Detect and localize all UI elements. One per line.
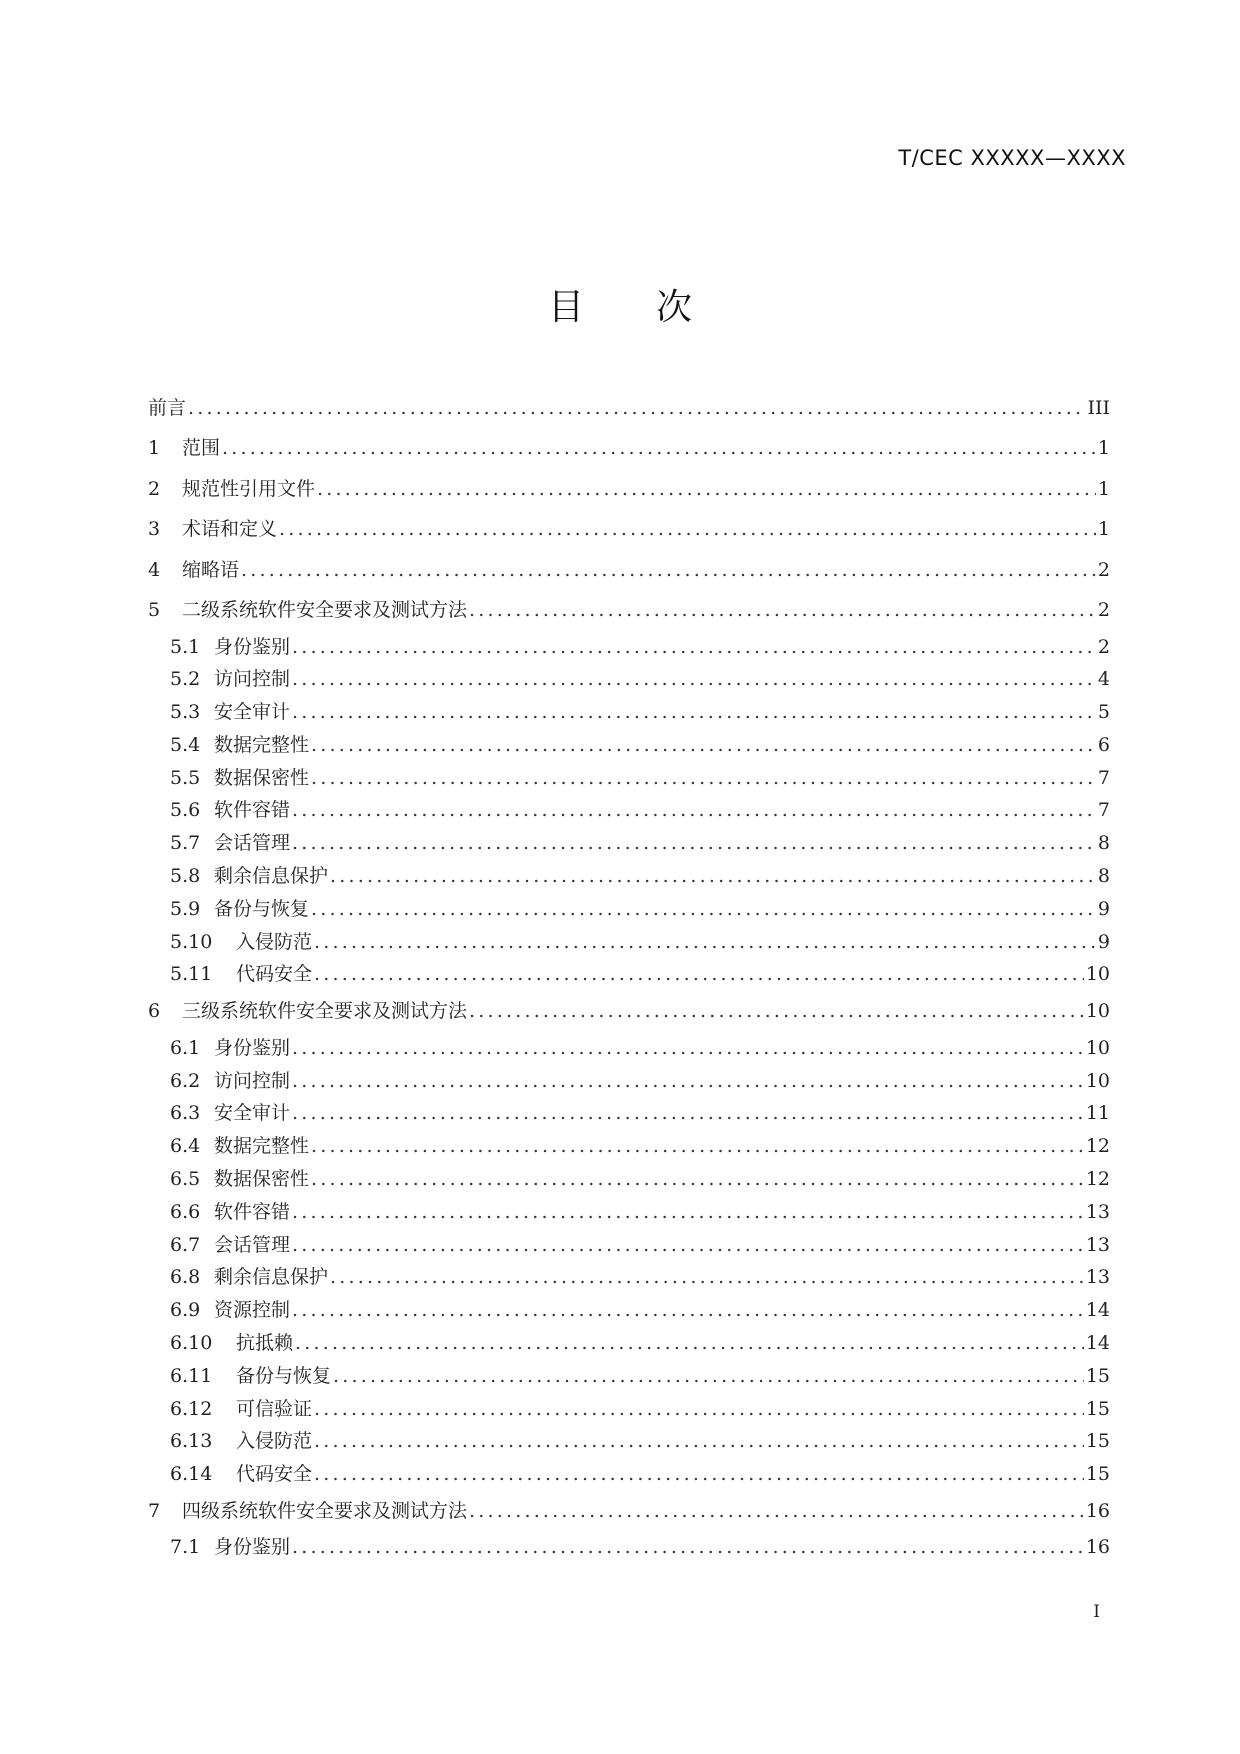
dot-leader [292, 827, 1096, 860]
toc-entry-label: 入侵防范 [236, 930, 313, 953]
toc-entry-number: 3 [148, 518, 161, 540]
toc-entry-number: 1 [148, 437, 161, 459]
toc-entry-label: 数据完整性 [214, 733, 310, 756]
toc-entry-number: 5.5 [170, 766, 201, 789]
toc-entry-number: 6.10 [170, 1331, 213, 1354]
toc-entry-label: 访问控制 [214, 668, 291, 691]
toc-entry-number: 5.11 [170, 963, 213, 986]
toc-entry-label: 数据保密性 [214, 766, 310, 789]
dot-leader [469, 1491, 1084, 1532]
toc-entry-page: 11 [1085, 1102, 1110, 1125]
toc-entry-number: 6.7 [170, 1233, 201, 1256]
toc-entry[interactable] [148, 827, 1110, 860]
toc-entry[interactable] [148, 926, 1110, 959]
toc-entry-label: 剩余信息保护 [214, 1266, 329, 1289]
toc-entry[interactable] [148, 388, 1110, 428]
toc-entry-page: 6 [1097, 733, 1110, 756]
toc-entry-page: 2 [1097, 635, 1110, 658]
toc-title [0, 279, 1240, 330]
toc-entry-page: 16 [1085, 1536, 1110, 1559]
toc-entry-number: 6 [148, 1000, 161, 1023]
toc-entry[interactable] [148, 958, 1110, 991]
toc-entry-number: 6.4 [170, 1135, 201, 1158]
toc-entry-number: 7.1 [170, 1536, 201, 1559]
dot-leader [292, 1032, 1084, 1065]
toc-entry-label: 会话管理 [214, 832, 291, 855]
toc-entry[interactable] [148, 1393, 1110, 1426]
toc-entry-label: 代码安全 [236, 1463, 313, 1486]
dot-leader [314, 958, 1084, 991]
toc-entry-label: 规范性引用文件 [182, 477, 316, 500]
toc-entry-number: 5.8 [170, 865, 201, 888]
toc-entry[interactable] [148, 1032, 1110, 1065]
toc-entry[interactable] [148, 1261, 1110, 1294]
toc-entry-label: 代码安全 [236, 963, 313, 986]
toc-entry[interactable] [148, 1531, 1110, 1564]
toc-entry-page: 4 [1097, 668, 1110, 691]
dot-leader [292, 1097, 1084, 1130]
toc-entry[interactable] [148, 1065, 1110, 1098]
dot-leader [222, 428, 1096, 469]
dot-leader [311, 1163, 1084, 1196]
toc-entry-label: 剩余信息保护 [214, 865, 329, 888]
dot-leader [292, 1229, 1084, 1262]
dot-leader [314, 1425, 1084, 1458]
dot-leader [292, 1196, 1084, 1229]
toc-entry-label: 可信验证 [236, 1397, 313, 1420]
dot-leader [241, 550, 1096, 591]
toc-entry-label: 身份鉴别 [214, 1536, 291, 1559]
toc-entry[interactable] [148, 590, 1110, 631]
toc-entry-number: 6.5 [170, 1167, 201, 1190]
toc-entry-page: 2 [1097, 558, 1110, 581]
toc-entry[interactable] [148, 1163, 1110, 1196]
toc-entry[interactable] [148, 1327, 1110, 1360]
toc-entry-number: 6.6 [170, 1200, 201, 1223]
toc-entry-page: 10 [1085, 1036, 1110, 1059]
toc-entry-label: 身份鉴别 [214, 635, 291, 658]
toc-entry-label: 备份与恢复 [236, 1364, 332, 1387]
dot-leader [311, 893, 1096, 926]
toc-entry[interactable] [148, 1458, 1110, 1491]
toc-entry-page: 13 [1085, 1266, 1110, 1289]
dot-leader [295, 1327, 1084, 1360]
dot-leader [311, 762, 1096, 795]
toc-entry-number: 5.2 [170, 668, 201, 691]
toc-entry-number: 5 [148, 599, 161, 621]
page-number: I [1093, 1602, 1100, 1622]
toc-entry-number: 6.1 [170, 1036, 201, 1059]
toc-entry-page: 13 [1085, 1200, 1110, 1223]
dot-leader [292, 663, 1096, 696]
dot-leader [292, 1294, 1084, 1327]
toc-entry-page: 12 [1085, 1167, 1110, 1190]
dot-leader [469, 590, 1096, 631]
toc-entry-page: 1 [1097, 477, 1110, 500]
dot-leader [311, 729, 1096, 762]
toc-entry-label: 数据完整性 [214, 1135, 310, 1158]
toc-entry[interactable] [148, 893, 1110, 926]
toc-entry-number: 7 [148, 1499, 161, 1522]
toc-entry-label: 资源控制 [214, 1299, 291, 1322]
toc-entry-page: 9 [1097, 930, 1110, 953]
toc-entry-page: 14 [1085, 1331, 1110, 1354]
toc-entry-label: 入侵防范 [236, 1430, 313, 1453]
toc-entry-label: 抗抵赖 [236, 1331, 294, 1354]
toc-entry-number: 6.13 [170, 1430, 213, 1453]
toc-entry-page: 2 [1097, 599, 1110, 621]
toc-entry-page: 10 [1085, 963, 1110, 986]
toc-title-char-2: 次 [656, 287, 693, 328]
toc-entry-page: 13 [1085, 1233, 1110, 1256]
dot-leader [317, 469, 1096, 510]
toc-entry[interactable] [148, 1491, 1110, 1532]
toc-entry[interactable] [148, 1360, 1110, 1393]
toc-entry[interactable] [148, 469, 1110, 510]
toc-entry-label: 四级系统软件安全要求及测试方法 [182, 1499, 468, 1522]
toc-entry[interactable] [148, 1130, 1110, 1163]
toc-entry-number: 2 [148, 477, 161, 500]
dot-leader [469, 991, 1084, 1032]
toc-entry[interactable] [148, 762, 1110, 795]
toc-entry-label: 安全审计 [214, 701, 291, 724]
toc-entry-label: 数据保密性 [214, 1167, 310, 1190]
dot-leader [314, 1393, 1084, 1426]
toc-entry-page: 8 [1097, 832, 1110, 855]
toc-entry[interactable] [148, 1196, 1110, 1229]
toc-entry-number: 6.11 [170, 1364, 213, 1387]
toc-entry[interactable] [148, 509, 1110, 550]
toc-entry-number: 5.7 [170, 832, 201, 855]
toc-entry-label: 二级系统软件安全要求及测试方法 [182, 599, 468, 621]
dot-leader [333, 1360, 1084, 1393]
toc-entry[interactable] [148, 1229, 1110, 1262]
toc-entry[interactable] [148, 1097, 1110, 1130]
toc-entry-number: 5.9 [170, 897, 201, 920]
toc-entry-label: 前言 [148, 397, 187, 419]
toc-entry-number: 5.6 [170, 799, 201, 822]
dot-leader [330, 860, 1096, 893]
toc-entry[interactable] [148, 696, 1110, 729]
toc-entry-page: 14 [1085, 1299, 1110, 1322]
toc-entry-number: 5.10 [170, 930, 213, 953]
toc-entry-label: 软件容错 [214, 799, 291, 822]
toc-entry-page: 8 [1097, 865, 1110, 888]
toc-entry-number: 5.4 [170, 733, 201, 756]
toc-entry-label: 软件容错 [214, 1200, 291, 1223]
toc-entry-label: 身份鉴别 [214, 1036, 291, 1059]
toc-entry-page: III [1087, 397, 1110, 419]
toc-entry-label: 访问控制 [214, 1069, 291, 1092]
toc-title-char-1: 目 [547, 287, 584, 328]
toc-entry-page: 1 [1097, 437, 1110, 459]
toc-entry[interactable] [148, 428, 1110, 469]
toc-entry-number: 5.1 [170, 635, 201, 658]
dot-leader [188, 388, 1085, 428]
toc-entry-label: 三级系统软件安全要求及测试方法 [182, 1000, 468, 1023]
toc-entry-number: 6.2 [170, 1069, 201, 1092]
toc-entry[interactable] [148, 729, 1110, 762]
toc-entry[interactable] [148, 1294, 1110, 1327]
dot-leader [311, 1130, 1084, 1163]
toc-entry-number: 6.14 [170, 1463, 213, 1486]
toc-entry-label: 术语和定义 [182, 518, 278, 540]
toc-entry-label: 会话管理 [214, 1233, 291, 1256]
toc-entry-page: 7 [1097, 766, 1110, 789]
dot-leader [292, 631, 1096, 664]
toc-entry-page: 5 [1097, 701, 1110, 724]
toc-entry-number: 6.3 [170, 1102, 201, 1125]
toc-entry-label: 范围 [182, 437, 221, 459]
toc-entry-page: 15 [1085, 1463, 1110, 1486]
table-of-contents [148, 388, 1110, 1564]
toc-entry[interactable] [148, 991, 1110, 1032]
toc-entry-number: 6.9 [170, 1299, 201, 1322]
toc-entry-page: 9 [1097, 897, 1110, 920]
dot-leader [314, 1458, 1084, 1491]
toc-entry-page: 15 [1085, 1364, 1110, 1387]
toc-entry-page: 10 [1085, 1000, 1110, 1023]
toc-entry-page: 15 [1085, 1397, 1110, 1420]
toc-entry-page: 12 [1085, 1135, 1110, 1158]
toc-entry[interactable] [148, 631, 1110, 664]
dot-leader [292, 1531, 1084, 1564]
toc-entry[interactable] [148, 1425, 1110, 1458]
toc-entry[interactable] [148, 550, 1110, 591]
toc-entry[interactable] [148, 860, 1110, 893]
toc-entry-page: 7 [1097, 799, 1110, 822]
toc-entry-number: 6.12 [170, 1397, 213, 1420]
dot-leader [292, 696, 1096, 729]
toc-entry[interactable] [148, 794, 1110, 827]
dot-leader [314, 926, 1096, 959]
dot-leader [279, 509, 1096, 550]
toc-entry[interactable] [148, 663, 1110, 696]
toc-entry-page: 1 [1097, 518, 1110, 540]
toc-entry-number: 5.3 [170, 701, 201, 724]
toc-entry-number: 4 [148, 558, 161, 581]
toc-entry-page: 10 [1085, 1069, 1110, 1092]
toc-entry-page: 16 [1085, 1499, 1110, 1522]
toc-entry-label: 备份与恢复 [214, 897, 310, 920]
document-code: T/CEC XXXXX—XXXX [898, 146, 1126, 170]
toc-entry-page: 15 [1085, 1430, 1110, 1453]
dot-leader [292, 1065, 1084, 1098]
dot-leader [292, 794, 1096, 827]
dot-leader [330, 1261, 1084, 1294]
toc-entry-label: 缩略语 [182, 558, 240, 581]
toc-entry-number: 6.8 [170, 1266, 201, 1289]
toc-entry-label: 安全审计 [214, 1102, 291, 1125]
